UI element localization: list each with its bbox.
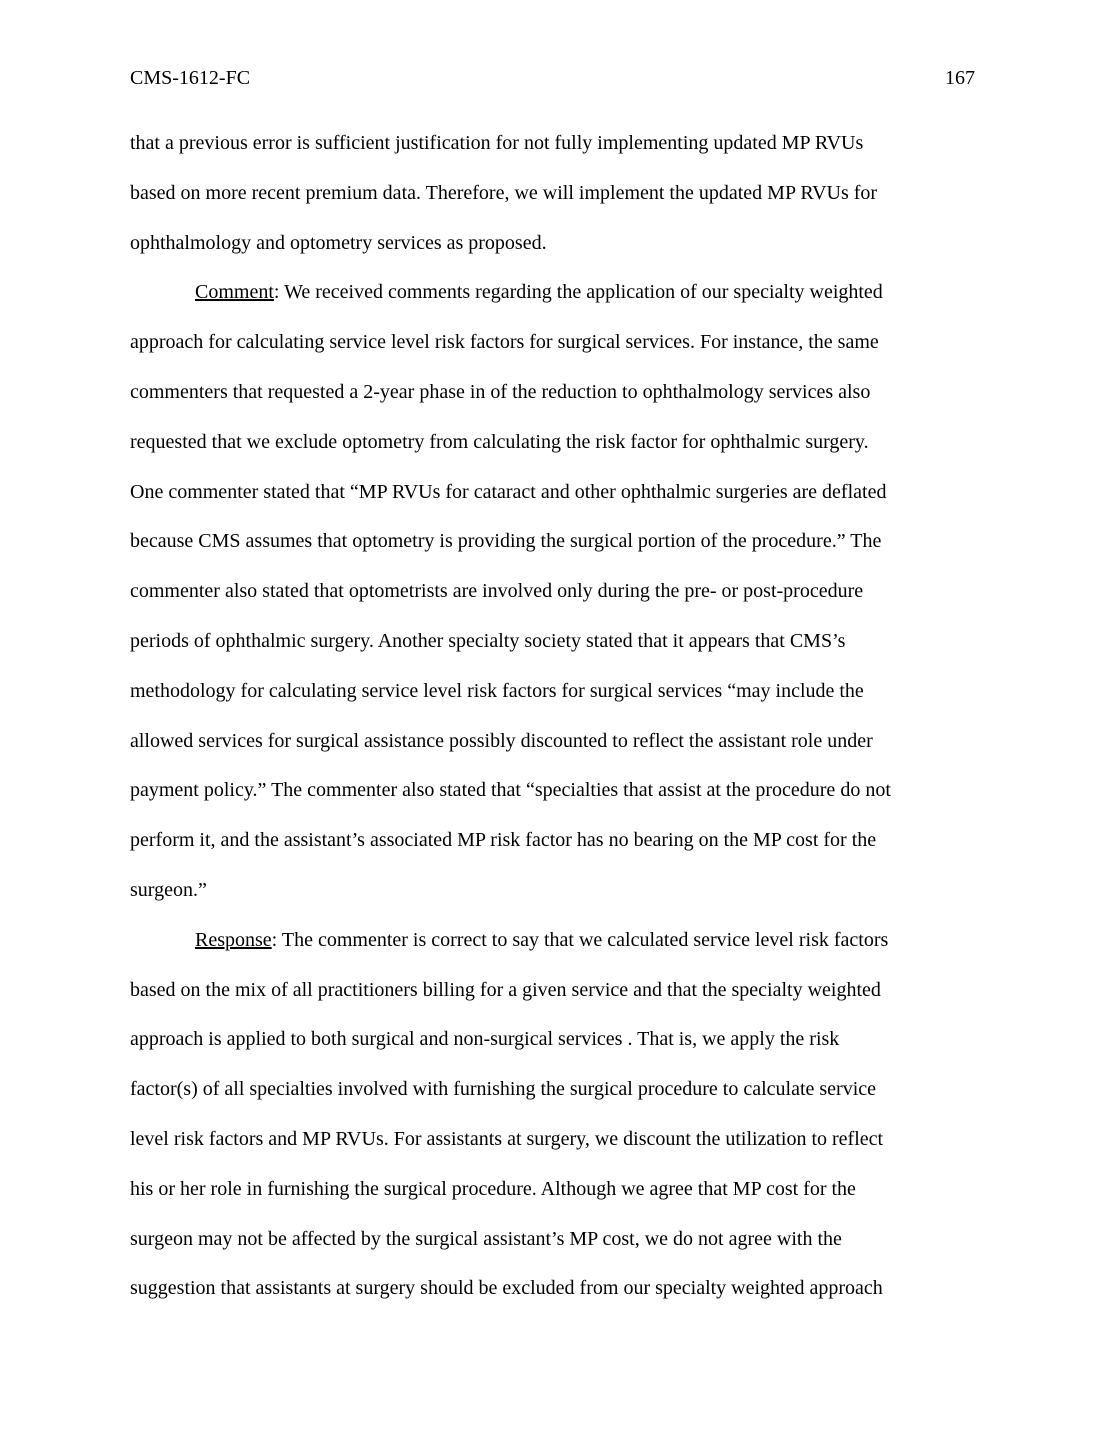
text-line: surgeon.” [130,878,207,901]
response-label: Response [195,928,272,951]
text-line: periods of ophthalmic surgery. Another specialty society stated that it appears that CMS’s [130,629,846,652]
text-line: ophthalmology and optometry services as proposed. [130,231,547,254]
comment-first-line [130,278,975,328]
response-first-line [130,926,975,976]
text-line: approach for calculating service level risk factors for surgical services. For instance, the same [130,331,879,354]
text-line: based on more recent premium data. Therefore, we will implement the updated MP RVUs for [130,181,878,204]
text-line: factor(s) of all specialties involved with furnishing the surgical procedure to calculate service [130,1078,877,1101]
comment-label: Comment [195,281,274,304]
text-line: payment policy.” The commenter also stated that “specialties that assist at the procedure do not [130,779,891,802]
text-line: based on the mix of all practitioners billing for a given service and that the specialty weighted [130,978,881,1001]
body-text [130,129,975,1324]
page-number: 167 [945,67,975,89]
comment-first-line-text: : We received comments regarding the application of our specialty weighted [273,281,883,304]
text-line: surgeon may not be affected by the surgical assistant’s MP cost, we do not agree with the [130,1227,842,1250]
document-id: CMS-1612-FC [130,67,251,89]
text-line: suggestion that assistants at surgery should be excluded from our specialty weighted approach [130,1277,883,1300]
text-line: because CMS assumes that optometry is providing the surgical portion of the procedure.” The [130,530,882,553]
text-line: allowed services for surgical assistance possibly discounted to reflect the assistant role under [130,729,873,752]
text-line: commenters that requested a 2-year phase in of the reduction to ophthalmology services also [130,380,871,403]
text-line: One commenter stated that “MP RVUs for cataract and other ophthalmic surgeries are deflated [130,480,887,503]
text-line: commenter also stated that optometrists are involved only during the pre- or post-procedure [130,580,864,603]
text-line: requested that we exclude optometry from calculating the risk factor for ophthalmic surgery. [130,430,869,453]
text-line: level risk factors and MP RVUs. For assistants at surgery, we discount the utilization to reflect [130,1127,884,1150]
response-first-line-text: : The commenter is correct to say that we calculated service level risk factors [271,928,889,951]
text-line: his or her role in furnishing the surgical procedure. Although we agree that MP cost for the [130,1177,856,1200]
text-line: perform it, and the assistant’s associated MP risk factor has no bearing on the MP cost for the [130,829,877,852]
text-line: methodology for calculating service level risk factors for surgical services “may include the [130,679,864,702]
text-line: approach is applied to both surgical and non-surgical services . That is, we apply the risk [130,1028,840,1051]
text-line: that a previous error is sufficient justification for not fully implementing updated MP RVUs [130,132,864,154]
